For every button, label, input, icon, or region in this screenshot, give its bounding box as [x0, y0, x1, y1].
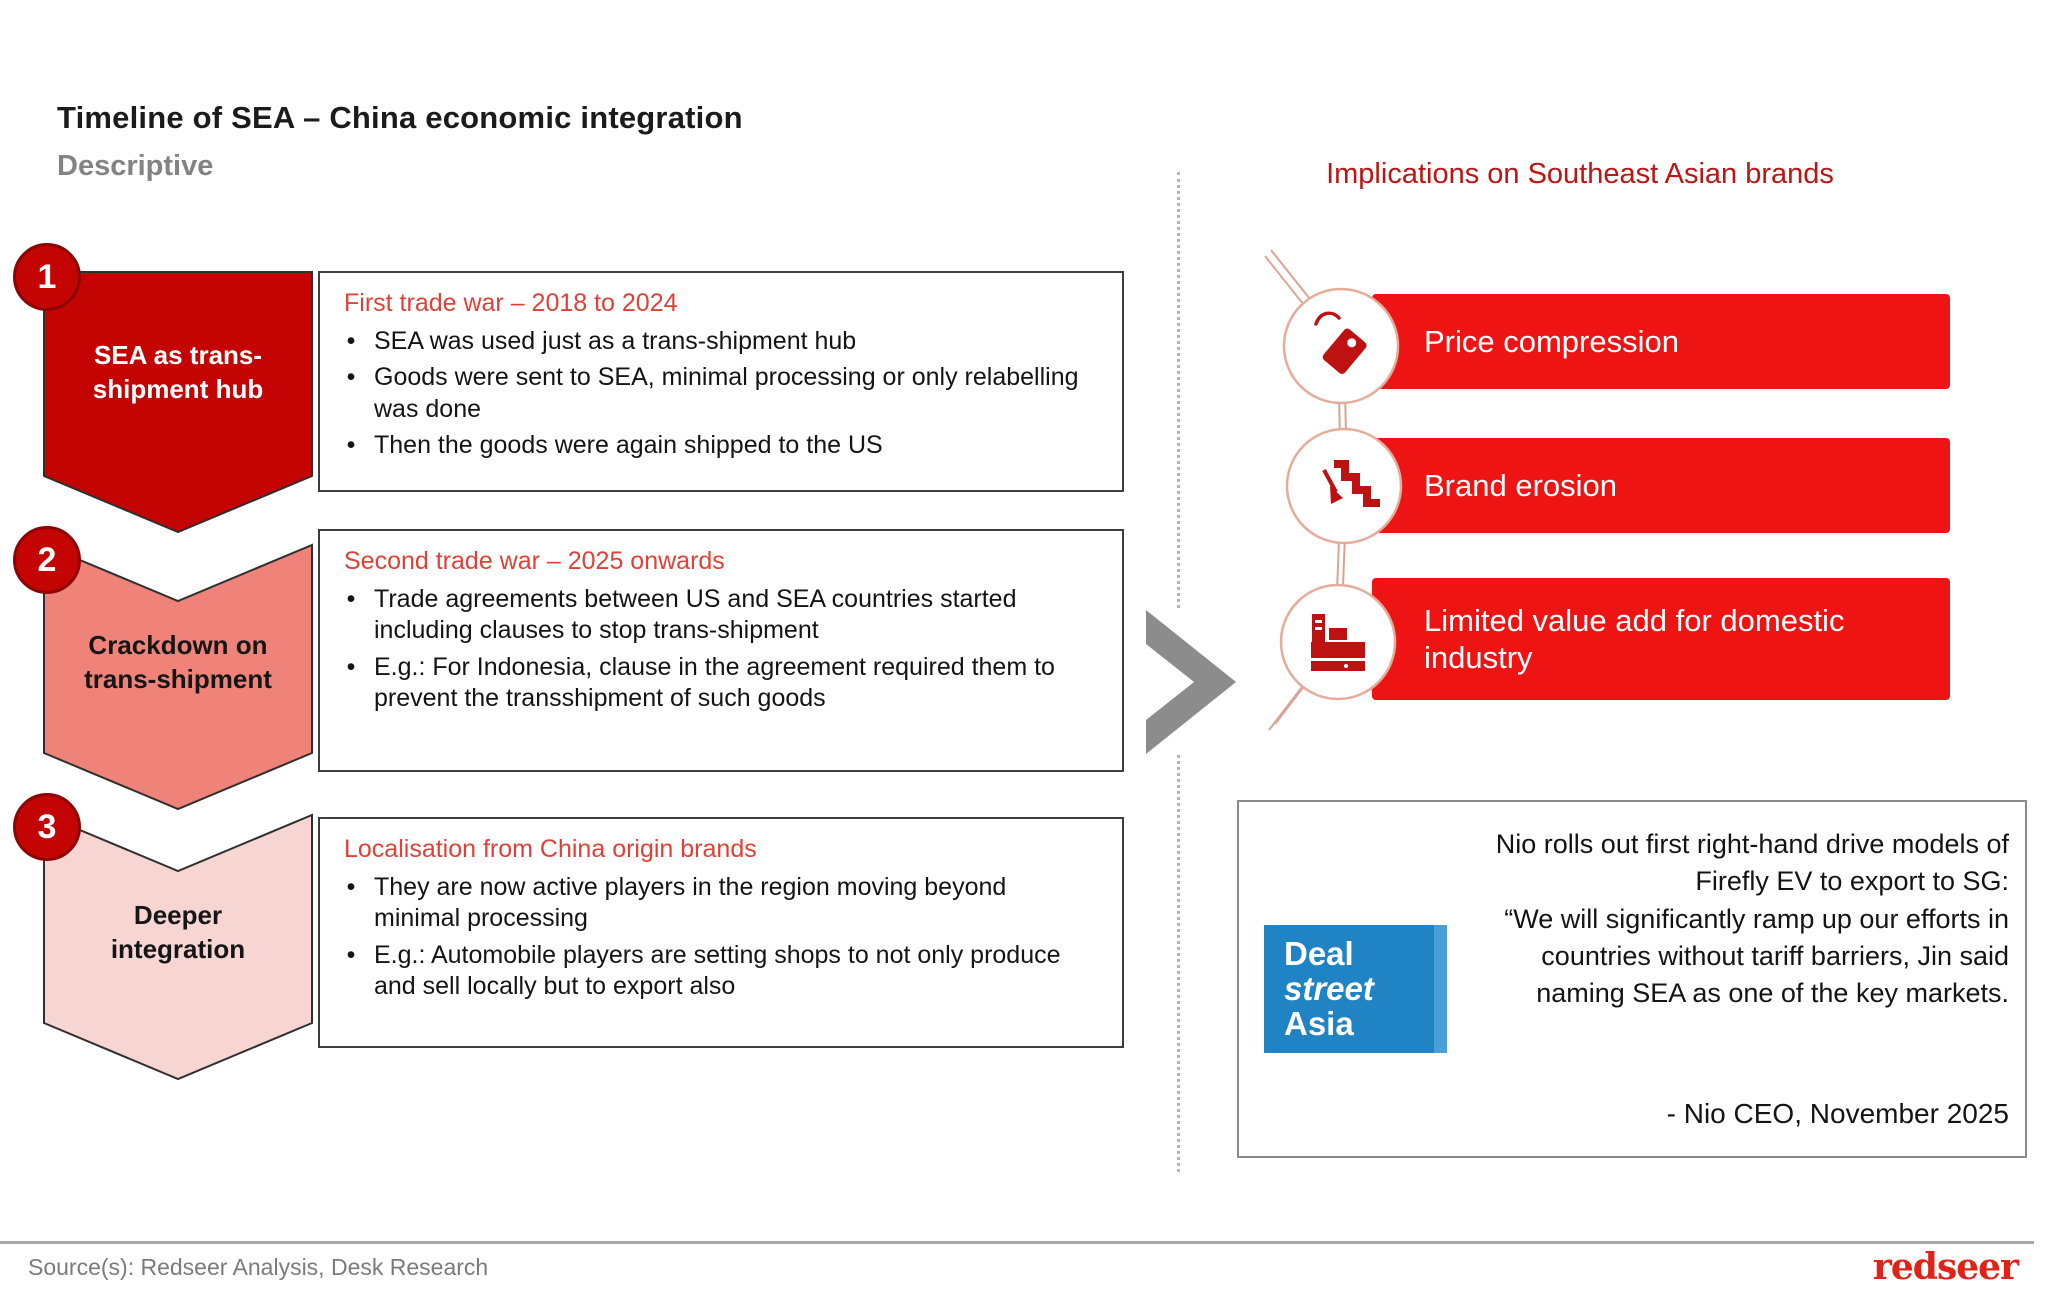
step-1-chevron: [42, 270, 314, 536]
implication-banner-limited-value-add: [1372, 578, 1950, 700]
logo-line: Deal: [1284, 935, 1354, 972]
right-arrow-icon: [1136, 608, 1244, 754]
list-item: [344, 362, 1084, 425]
chevron-shape-icon: [42, 813, 314, 1083]
step-2-detail-box: [318, 529, 1124, 772]
footer-divider: [0, 1241, 2034, 1244]
step-1-detail-box: [318, 271, 1124, 492]
bullet-text: They are now active players in the region moving beyond minimal processing: [374, 873, 1007, 933]
step-2-heading: Second trade war – 2025 onwards: [344, 547, 725, 575]
banner-label: Price compression: [1424, 323, 1679, 359]
quote-attribution: - Nio CEO, November 2025: [1666, 1098, 2009, 1129]
step-2-badge: 2: [13, 526, 81, 594]
page-subtitle: Descriptive: [57, 150, 214, 182]
step-1-badge: 1: [13, 243, 81, 311]
list-item: [344, 940, 1084, 1003]
quote-headline: Nio rolls out first right-hand drive models of Firefly EV to export to SG:: [1495, 829, 2009, 897]
bullet-icon: •: [346, 585, 356, 613]
bullet-icon: •: [346, 430, 356, 459]
page-title: Timeline of SEA – China economic integration: [57, 100, 743, 135]
banner-label: Limited value add for domestic industry: [1424, 602, 1845, 675]
bullet-icon: •: [346, 873, 356, 901]
bullet-text: Goods were sent to SEA, minimal processing or only relabelling was done: [374, 363, 1079, 423]
chevron-shape-icon: [42, 270, 314, 536]
step-3-badge: 3: [13, 793, 81, 861]
implications-title: Implications on Southeast Asian brands: [1326, 158, 1834, 190]
step-2-bullet-list: [344, 584, 1084, 714]
bullet-icon: •: [346, 940, 356, 969]
step-3-bullet-list: [344, 872, 1084, 1002]
step-3-heading: Localisation from China origin brands: [344, 835, 757, 863]
icon-circle: [1287, 429, 1401, 543]
step-1-bullet-list: [344, 326, 1084, 461]
list-item: [344, 430, 1084, 461]
implication-icons-decoration: [1252, 236, 1432, 746]
logo-line: street: [1284, 969, 1374, 1007]
bullet-text: Then the goods were again shipped to the US: [374, 430, 883, 459]
step-3-chevron: [42, 813, 314, 1083]
bullet-text: E.g.: For Indonesia, clause in the agreement required them to prevent the transshipment of such goods: [374, 652, 1055, 712]
dealstreetasia-logo: [1264, 925, 1434, 1053]
bullet-text: SEA was used just as a trans-shipment hub: [374, 327, 857, 355]
redseer-logo: redseer: [1872, 1246, 2018, 1288]
chevron-shape-icon: [42, 543, 314, 813]
step-3-label: Deeper integration: [110, 900, 246, 964]
step-3-detail-box: [318, 817, 1124, 1048]
list-item: [344, 652, 1084, 715]
bullet-text: Trade agreements between US and SEA countries started including clauses to stop trans-shipment: [374, 585, 1017, 645]
quote-text: [1461, 826, 2009, 1012]
banner-label: Brand erosion: [1424, 467, 1618, 503]
bullet-icon: •: [346, 327, 356, 355]
logo-edge-strip: [1434, 925, 1447, 1053]
step-1-heading: First trade war – 2018 to 2024: [344, 289, 678, 317]
step-2-chevron: [42, 543, 314, 813]
implication-banner-price-compression: [1372, 294, 1950, 389]
quote-body: “We will significantly ramp up our efforts in countries without tariff barriers, Jin said naming SEA as one of the key markets.: [1504, 903, 2009, 1008]
bullet-icon: •: [346, 652, 356, 681]
list-item: [344, 326, 1084, 357]
list-item: [344, 872, 1084, 935]
step-1-label: SEA as trans- shipment hub: [92, 340, 264, 404]
source-note: Source(s): Redseer Analysis, Desk Research: [28, 1254, 489, 1280]
bullet-icon: •: [346, 363, 356, 392]
quote-card: [1237, 800, 2027, 1158]
logo-line: Asia: [1284, 1004, 1354, 1042]
list-item: [344, 584, 1084, 647]
implication-banner-brand-erosion: [1372, 438, 1950, 533]
bullet-text: E.g.: Automobile players are setting shops to not only produce and sell locally but to export also: [374, 940, 1061, 1000]
step-2-label: Crackdown on trans-shipment: [84, 630, 272, 694]
